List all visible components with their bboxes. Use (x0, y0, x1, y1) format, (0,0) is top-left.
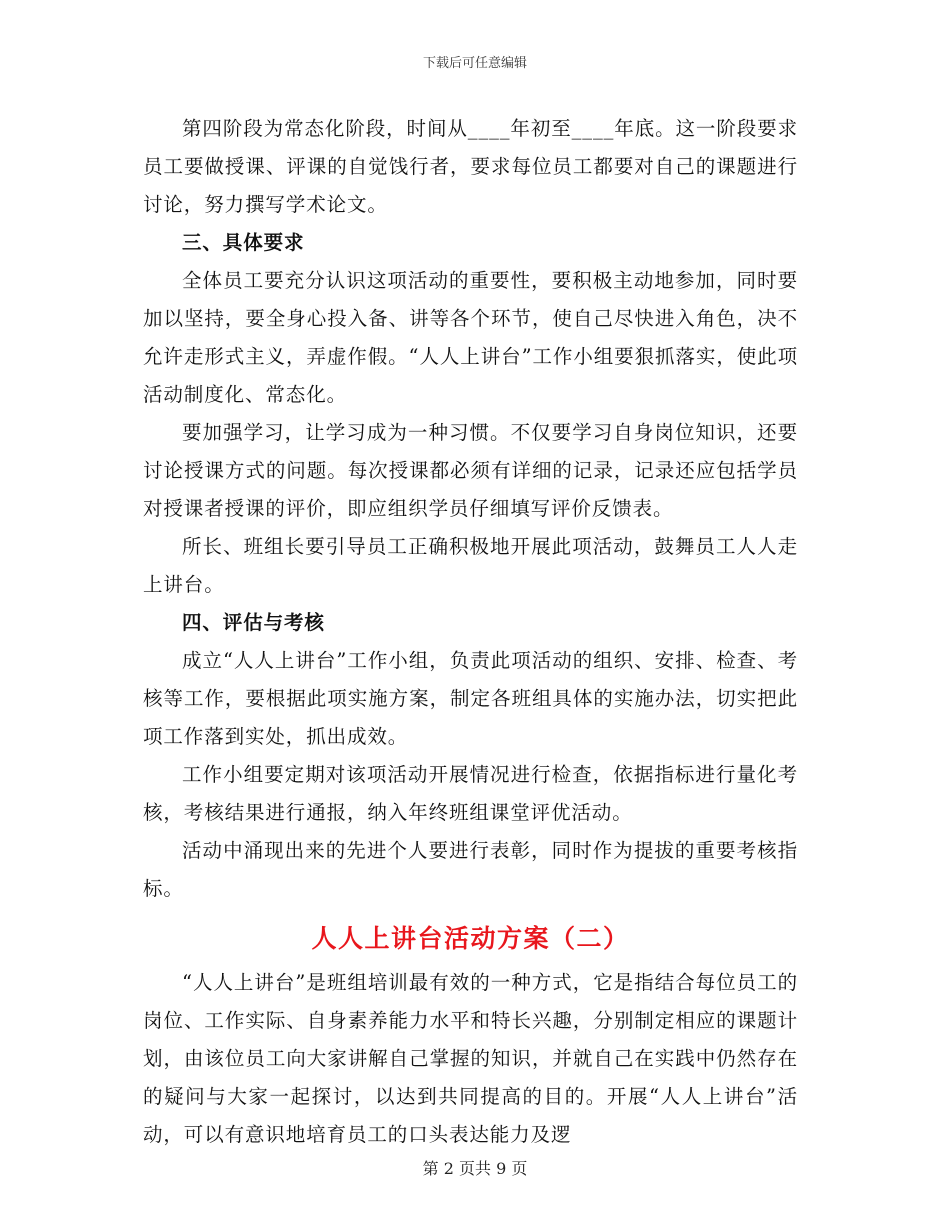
paragraph-requirement-2: 要加强学习，让学习成为一种习惯。不仅要学习自身岗位知识，还要讨论授课方式的问题。每次授课都必须有详细的记录，记录还应包括学员对授课者授课的评价，即应组织学员仔细填写评价反馈表。 (143, 421, 798, 520)
paragraph-evaluation-2: 工作小组要定期对该项活动开展情况进行检查，依据指标进行量化考核，考核结果进行通报，纳入年终班组课堂评优活动。 (143, 763, 798, 824)
paragraph-evaluation-3: 活动中涌现出来的先进个人要进行表彰，同时作为提拔的重要考核指标。 (143, 839, 798, 900)
page-header: 下载后可任意编辑 (422, 56, 527, 71)
section-heading-requirements: 三、具体要求 (182, 231, 305, 254)
paragraph-requirement-1: 全体员工要充分认识这项活动的重要性，要积极主动地参加，同时要加以坚持，要全身心投入备、讲等各个环节，使自己尽快进入角色，决不允许走形式主义，弄虚作假。“人人上讲台”工作小组要狠抓落实，使此项活动制度化、常态化。 (143, 269, 798, 406)
paragraph-evaluation-1: 成立“人人上讲台”工作小组，负责此项活动的组织、安排、检查、考核等工作，要根据此项实施方案，制定各班组具体的实施办法，切实把此项工作落到实处，抓出成效。 (143, 649, 798, 748)
document-section-title: 人人上讲台活动方案（二） (311, 924, 630, 953)
paragraph-requirement-3: 所长、班组长要引导员工正确积极地开展此项活动，鼓舞员工人人走上讲台。 (143, 535, 798, 596)
section-heading-evaluation: 四、评估与考核 (182, 611, 325, 634)
page-number-footer: 第 2 页共 9 页 (422, 1159, 528, 1178)
paragraph-introduction: “人人上讲台”是班组培训最有效的一种方式，它是指结合每位员工的岗位、工作实际、自身素养能力水平和特长兴趣，分别制定相应的课题计划，由该位员工向大家讲解自己掌握的知识，并就自己在实践中仍然存在的疑问与大家一起探讨，以达到共同提高的目的。开展“人人上讲台”活动，可以有意识地培育员工的口头表达能力及逻 (143, 971, 798, 1146)
paragraph-stage-four: 第四阶段为常态化阶段，时间从____年初至____年底。这一阶段要求员工要做授课、评课的自觉饯行者，要求每位员工都要对自己的课题进行讨论，努力撰写学术论文。 (143, 117, 798, 216)
document-body (143, 110, 798, 1154)
